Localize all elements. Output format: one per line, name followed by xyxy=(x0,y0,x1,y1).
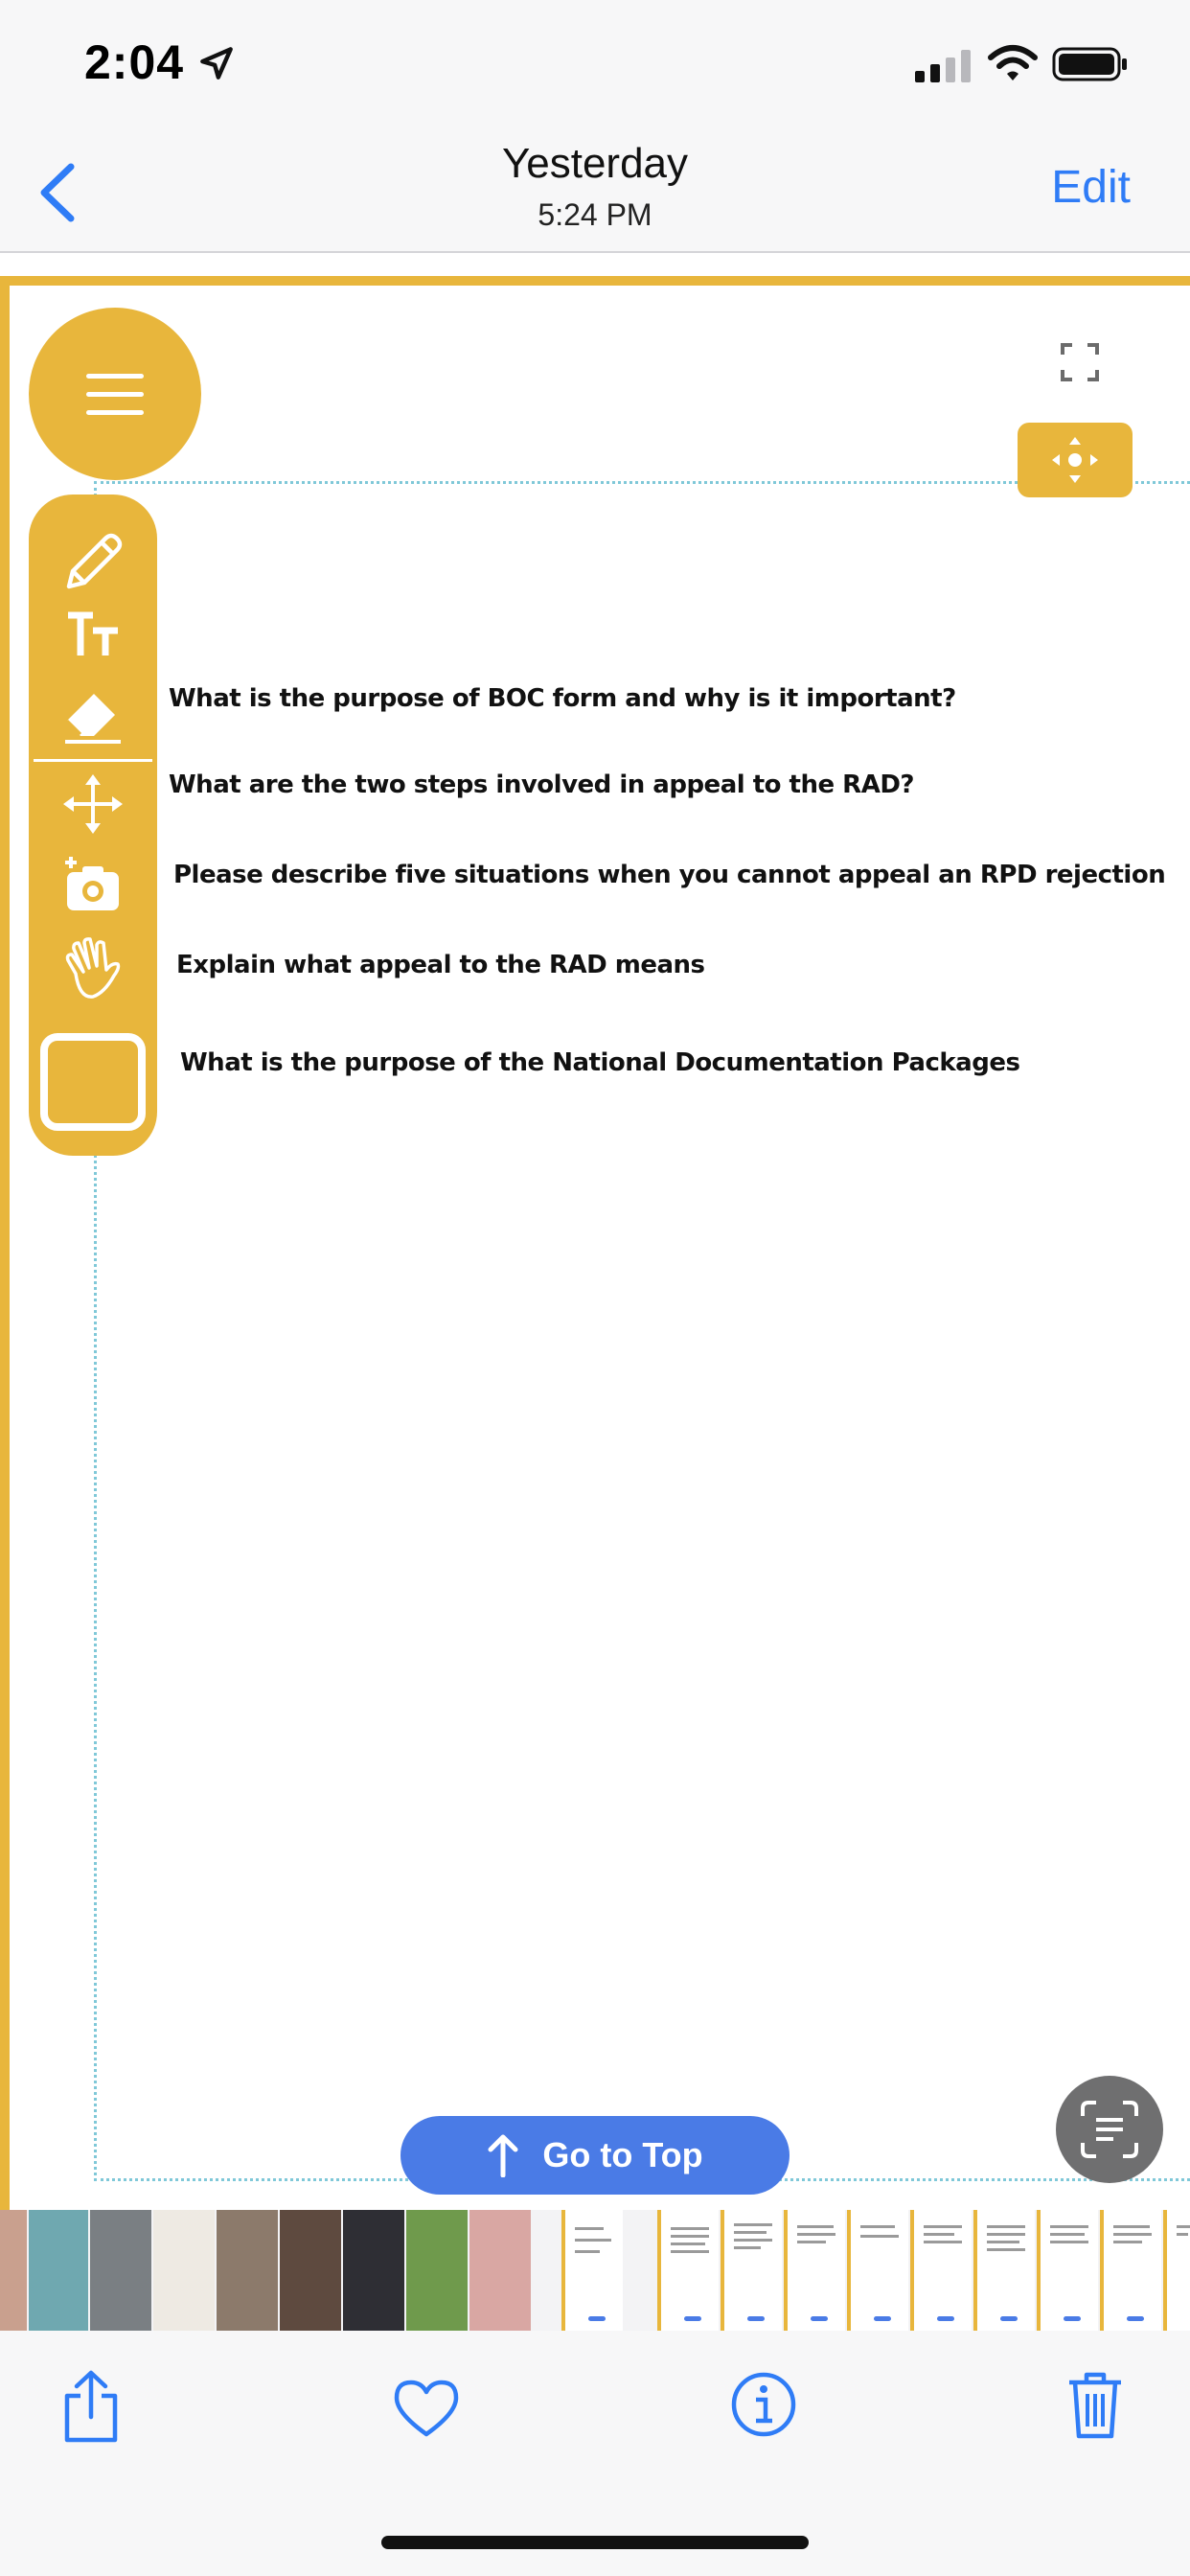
go-to-top-button[interactable] xyxy=(400,2116,790,2195)
screenshot-thumbnail[interactable] xyxy=(973,2210,1035,2331)
live-text-button[interactable] xyxy=(1056,2076,1163,2183)
hand-icon xyxy=(58,935,127,1004)
go-to-top-label: Go to Top xyxy=(542,2135,703,2174)
battery-icon xyxy=(1052,46,1129,82)
photo-thumbnail[interactable] xyxy=(280,2210,341,2331)
screenshot-content xyxy=(0,255,1190,2210)
question-text: What are the two steps involved in appeal to the RAD? xyxy=(169,770,914,799)
eraser-icon xyxy=(59,682,126,746)
menu-line xyxy=(86,392,144,397)
toolbar-divider xyxy=(34,759,152,762)
photo-thumbnail[interactable] xyxy=(0,2210,27,2331)
nav-subtitle: 5:24 PM xyxy=(538,197,652,232)
trash-icon[interactable] xyxy=(1065,2371,1125,2440)
photo-thumbnail-strip xyxy=(0,2210,1190,2331)
location-arrow-icon xyxy=(195,42,238,84)
live-text-scan-icon xyxy=(1079,2099,1140,2160)
wifi-icon xyxy=(987,44,1039,82)
photo-nav-bar xyxy=(0,134,1190,253)
photo-thumbnail[interactable] xyxy=(343,2210,404,2331)
move-icon xyxy=(61,772,125,836)
drawing-canvas[interactable] xyxy=(94,481,1190,2181)
tool-palette xyxy=(29,494,157,1156)
photo-thumbnail[interactable] xyxy=(153,2210,215,2331)
hand-tool[interactable] xyxy=(29,935,157,1004)
question-text: What is the purpose of BOC form and why is it important? xyxy=(169,684,956,713)
info-icon[interactable] xyxy=(730,2371,797,2438)
hamburger-menu-button[interactable] xyxy=(29,308,201,480)
canvas-move-handle[interactable] xyxy=(1018,423,1133,497)
screenshot-thumbnail[interactable] xyxy=(910,2210,972,2331)
text-tool[interactable] xyxy=(29,608,157,661)
screenshot-thumbnail[interactable] xyxy=(1037,2210,1098,2331)
gold-left-border xyxy=(0,276,10,2210)
move-tool[interactable] xyxy=(29,772,157,836)
question-text: Please describe five situations when you cannot appeal an RPD rejection xyxy=(173,861,1166,889)
status-time: 2:04 xyxy=(84,35,185,89)
screenshot-thumbnail[interactable] xyxy=(561,2210,623,2331)
screenshot-thumbnail[interactable] xyxy=(721,2210,782,2331)
photo-thumbnail[interactable] xyxy=(469,2210,531,2331)
pencil-tool[interactable] xyxy=(29,529,157,596)
home-indicator xyxy=(381,2536,809,2549)
screenshot-thumbnail[interactable] xyxy=(784,2210,845,2331)
screenshot-thumbnail[interactable] xyxy=(1100,2210,1161,2331)
menu-line xyxy=(86,410,144,415)
color-swatch[interactable] xyxy=(40,1033,146,1131)
menu-line xyxy=(86,374,144,379)
gold-top-border xyxy=(0,276,1190,286)
question-text: What is the purpose of the National Documentation Packages xyxy=(180,1048,1020,1077)
status-bar xyxy=(0,0,1190,134)
edit-button[interactable]: Edit xyxy=(1051,162,1131,213)
fullscreen-icon[interactable] xyxy=(1061,343,1099,381)
screenshot-thumbnail[interactable] xyxy=(1163,2210,1190,2331)
photo-thumbnail[interactable] xyxy=(406,2210,468,2331)
screenshot-thumbnail[interactable] xyxy=(657,2210,719,2331)
cellular-signal-icon xyxy=(915,50,971,82)
nav-title: Yesterday xyxy=(501,140,689,187)
move-arrows-icon xyxy=(1050,435,1100,485)
text-size-icon xyxy=(64,608,122,661)
add-photo-tool[interactable] xyxy=(29,857,157,914)
share-icon[interactable] xyxy=(59,2369,123,2446)
add-photo-icon xyxy=(61,857,125,914)
photo-thumbnail[interactable] xyxy=(217,2210,278,2331)
question-text: Explain what appeal to the RAD means xyxy=(176,951,705,979)
eraser-tool[interactable] xyxy=(29,682,157,746)
heart-icon[interactable] xyxy=(393,2379,460,2438)
pencil-icon xyxy=(59,529,126,596)
photo-thumbnail[interactable] xyxy=(90,2210,151,2331)
screenshot-thumbnail[interactable] xyxy=(847,2210,908,2331)
photo-thumbnail[interactable] xyxy=(29,2210,88,2331)
arrow-up-icon xyxy=(487,2133,519,2177)
